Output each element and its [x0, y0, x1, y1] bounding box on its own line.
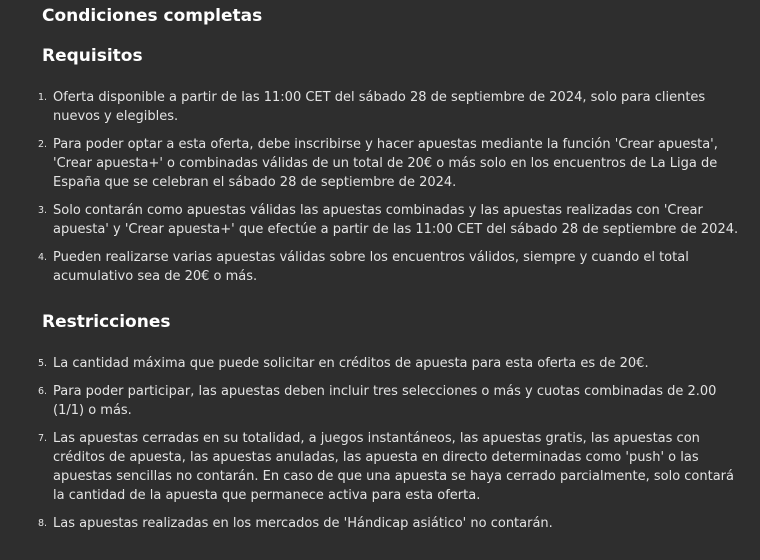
restricciones-list: [38, 354, 740, 533]
list-item-number: 8.: [38, 518, 48, 529]
list-item-text: Pueden realizarse varias apuestas válidas sobre los encuentros válidos, siempre y cuando el total acumulativo sea de 20€ o más.: [53, 250, 689, 284]
list-item: [38, 201, 740, 239]
restricciones-heading: Restricciones: [42, 312, 171, 332]
list-item: [38, 382, 740, 420]
list-item-number: 5.: [38, 358, 48, 369]
requisitos-section: [38, 46, 740, 286]
page-title: Condiciones completas: [42, 6, 263, 26]
list-item: [38, 88, 740, 126]
list-item-number: 3.: [38, 205, 48, 216]
requisitos-list: [38, 88, 740, 286]
list-item-text: La cantidad máxima que puede solicitar en créditos de apuesta para esta oferta es de 20€.: [53, 356, 649, 371]
list-item-number: 4.: [38, 252, 48, 263]
list-item: [38, 514, 740, 533]
list-item-text: Las apuestas realizadas en los mercados de 'Hándicap asiático' no contarán.: [53, 516, 553, 531]
list-item-number: 1.: [38, 92, 48, 103]
list-item: [38, 429, 740, 505]
list-item-text: Las apuestas cerradas en su totalidad, a juegos instantáneos, las apuestas gratis, las apuestas con créditos de apuesta, las apuestas anuladas, las apuesta en directo determinadas como 'push' o las apuestas sencillas no contarán. En caso de que una apuesta se haya cerrado parcialmente, solo contará la cantidad de la apuesta que permanece activa para esta oferta.: [53, 431, 734, 503]
restricciones-section: [38, 312, 740, 533]
list-item: [38, 248, 740, 286]
requisitos-heading: Requisitos: [42, 46, 143, 66]
list-item-text: Oferta disponible a partir de las 11:00 CET del sábado 28 de septiembre de 2024, solo para clientes nuevos y elegibles.: [53, 90, 706, 124]
list-item: [38, 354, 740, 373]
list-item-text: Para poder participar, las apuestas deben incluir tres selecciones o más y cuotas combinadas de 2.00 (1/1) o más.: [53, 384, 717, 418]
list-item-number: 7.: [38, 433, 48, 444]
list-item-number: 6.: [38, 386, 48, 397]
list-item-text: Para poder optar a esta oferta, debe inscribirse y hacer apuestas mediante la función 'Crear apuesta', 'Crear apuesta+' o combinadas válidas de un total de 20€ o más solo en los encuentros de La Liga de España que se celebran el sábado 28 de septiembre de 2024.: [53, 137, 718, 190]
list-item-text: Solo contarán como apuestas válidas las apuestas combinadas y las apuestas realizadas con 'Crear apuesta' y 'Crear apuesta+' que efectúe a partir de las 11:00 CET del sábado 28 de septiembre de 2024.: [53, 203, 739, 237]
list-item: [38, 135, 740, 192]
list-item-number: 2.: [38, 139, 48, 150]
